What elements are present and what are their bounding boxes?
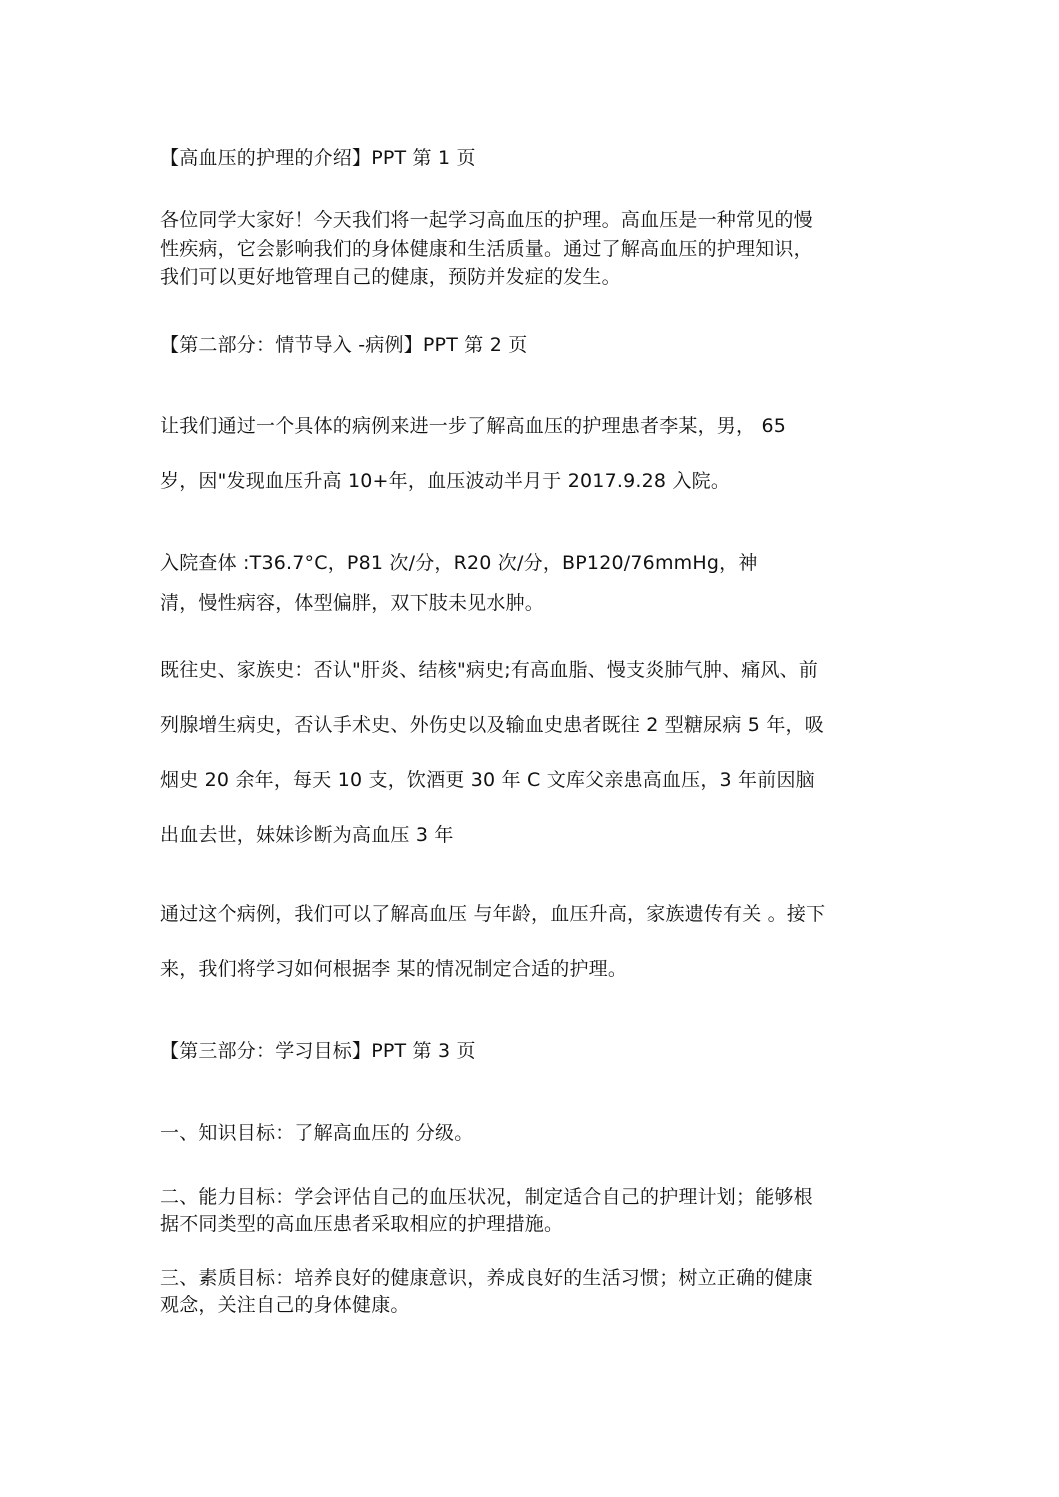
objective-quality-line-1: 三、素质目标：培养良好的健康意识，养成良好的生活习惯；树立正确的健康 (160, 1267, 813, 1289)
history-paragraph-line-4: 出血去世，妹妹诊断为高血压 3 年 (160, 824, 454, 846)
objective-quality-line-2: 观念，关注自己的身体健康。 (160, 1294, 410, 1316)
intro-paragraph-line-2: 性疾病，它会影响我们的身体健康和生活质量。通过了解高血压的护理知识， (160, 238, 813, 260)
intro-paragraph-line-3: 我们可以更好地管理自己的健康，预防并发症的发生。 (160, 266, 621, 288)
objective-knowledge: 一、知识目标：了解高血压的 分级。 (160, 1122, 474, 1144)
exam-paragraph-line-1: 入院查体 :T36.7°C，P81 次/分，R20 次/分，BP120/76mmHg，神 (160, 552, 758, 574)
section-heading-objectives: 【第三部分：学习目标】PPT 第 3 页 (160, 1040, 476, 1062)
case-paragraph-line-1: 让我们通过一个具体的病例来进一步了解高血压的护理患者李某，男， 65 (160, 415, 787, 437)
history-paragraph-line-1: 既往史、家族史：否认"肝炎、结核"病史;有高血脂、慢支炎肺气肿、痛风、前 (160, 659, 819, 681)
intro-paragraph-line-1: 各位同学大家好！今天我们将一起学习高血压的护理。高血压是一种常见的慢 (160, 209, 813, 231)
case-paragraph-line-2: 岁，因"发现血压升高 10+年，血压波动半月于 2017.9.28 入院。 (160, 470, 731, 492)
objective-ability-line-2: 据不同类型的高血压患者采取相应的护理措施。 (160, 1213, 564, 1235)
summary-paragraph-line-2: 来，我们将学习如何根据李 某的情况制定合适的护理。 (160, 958, 628, 980)
section-heading-intro: 【高血压的护理的介绍】PPT 第 1 页 (160, 147, 476, 169)
history-paragraph-line-2: 列腺增生病史，否认手术史、外伤史以及输血史患者既往 2 型糖尿病 5 年，吸 (160, 714, 824, 736)
objective-ability-line-1: 二、能力目标：学会评估自己的血压状况，制定适合自己的护理计划；能够根 (160, 1186, 813, 1208)
section-heading-case: 【第二部分：情节导入 -病例】PPT 第 2 页 (160, 334, 528, 356)
summary-paragraph-line-1: 通过这个病例，我们可以了解高血压 与年龄，血压升高，家族遗传有关 。接下 (160, 903, 826, 925)
history-paragraph-line-3: 烟史 20 余年，每天 10 支，饮酒更 30 年 C 文库父亲患高血压，3 年前因脑 (160, 769, 815, 791)
exam-paragraph-line-2: 清，慢性病容，体型偏胖，双下肢未见水肿。 (160, 592, 545, 614)
